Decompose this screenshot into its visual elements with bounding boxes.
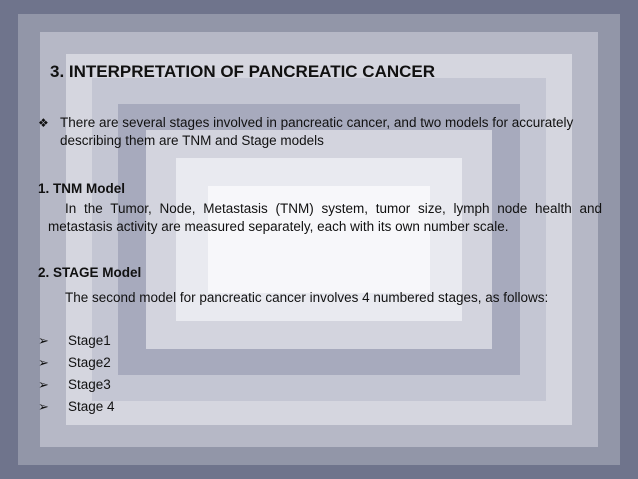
stage-label: Stage1 [68, 333, 111, 348]
stage-list [38, 330, 115, 418]
tnm-model-body: In the Tumor, Node, Metastasis (TNM) system, tumor size, lymph node health and metastasis activity are measured separately, each with its own number scale. [48, 201, 602, 234]
slide-title: 3. INTERPRETATION OF PANCREATIC CANCER [50, 62, 436, 81]
list-item [38, 396, 115, 418]
stage-model-heading: 2. STAGE Model [38, 265, 142, 280]
list-item [38, 330, 115, 352]
diamond-bullet-icon: ❖ [38, 116, 49, 130]
stage-label: Stage 4 [68, 399, 115, 414]
list-item [38, 374, 115, 396]
intro-bullet-text: There are several stages involved in pancreatic cancer, and two models for accurately describing them are TNM and Stage models [60, 115, 574, 148]
stage-label: Stage3 [68, 377, 111, 392]
stage-label: Stage2 [68, 355, 111, 370]
arrow-bullet-icon: ➢ [38, 333, 49, 348]
intro-bullet [38, 114, 610, 150]
arrow-bullet-icon: ➢ [38, 355, 49, 370]
arrow-bullet-icon: ➢ [38, 399, 49, 414]
stage-model-body: The second model for pancreatic cancer involves 4 numbered stages, as follows: [65, 290, 549, 305]
tnm-model-heading: 1. TNM Model [38, 181, 125, 196]
list-item [38, 352, 115, 374]
arrow-bullet-icon: ➢ [38, 377, 49, 392]
